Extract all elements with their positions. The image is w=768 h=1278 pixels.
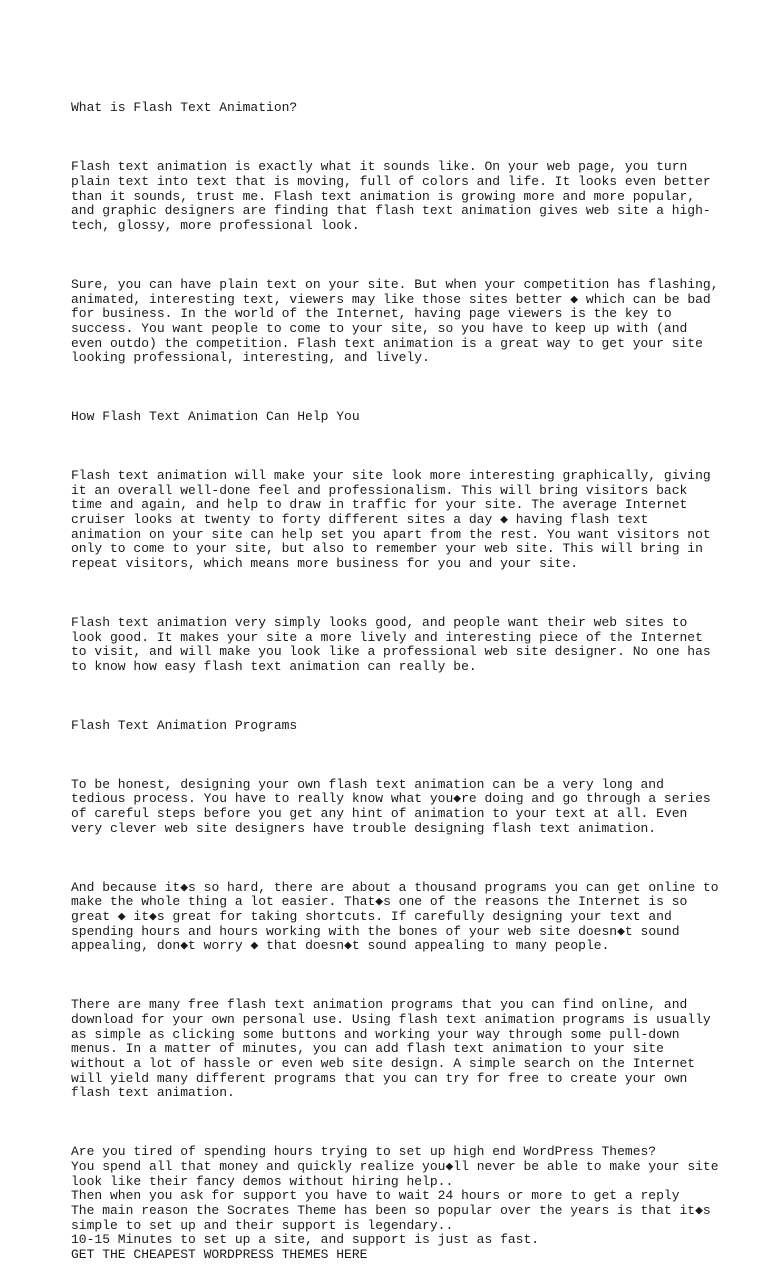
heading-how-it-can-help: How Flash Text Animation Can Help You bbox=[71, 409, 360, 425]
paragraph-free-programs: There are many free flash text animation programs that you can find online, and download for your own personal use. Using flash text animation programs is usually as simple as clicking some buttons and working your way through some pull-down menus. In a matter of minutes, you can add flash text animation to your site without a lot of hassle or even web site design. A simple search on the Internet will yield many different programs that you can try for free to create your own flash text animation. bbox=[71, 997, 711, 1101]
paragraph-site-look: Flash text animation will make your site look more interesting graphically, giving it an overall well-done feel and professionalism. This will bring visitors back time and again, and help to draw in traffic for your site. The average Internet cruiser looks at twenty to forty different sites a day ◆ having flash text animation on your site can help set you apart from the rest. You want visitors not only to come to your site, but also to remember your web site. This will bring in repeat visitors, which means more business for you and your site. bbox=[71, 467, 711, 572]
paragraph-wordpress-themes: Are you tired of spending hours trying to set up high end WordPress Themes? You spend all that money and quickly realize you◆ll never be able to make your site look like their fancy demos without hiring help.. Then when you ask for support you have to wait 24 hours or more to get a reply The main reason the Socrates Theme has been so popular over the years is that it◆s simple to set up and their support is legendary.. 10-15 Minutes to set up a site, and support is just as fast. GET THE CHEAPEST WORDPRESS THEMES HERE bbox=[71, 1144, 719, 1263]
heading-programs: Flash Text Animation Programs bbox=[71, 717, 298, 733]
paragraph-shortcuts: And because it◆s so hard, there are about a thousand programs you can get online to make the whole thing a lot easier. That◆s one of the reasons the Internet is so great ◆ it◆s great for taking shortcuts. If carefully designing your text and spending hours and hours working with the bones of your web site doesn◆t sound appealing, don◆t worry ◆ that doesn◆t sound appealing to many people. bbox=[71, 879, 719, 954]
heading-what-is-flash-text-animation: What is Flash Text Animation? bbox=[71, 100, 298, 116]
document-page bbox=[71, 72, 719, 1278]
paragraph-tedious-process: To be honest, designing your own flash text animation can be a very long and tedious process. You have to really know what you◆re doing and go through a series of careful steps before you get any hint of animation to your text at all. Even very clever web site designers have trouble designing flash text animation. bbox=[71, 776, 711, 836]
paragraph-competition: Sure, you can have plain text on your site. But when your competition has flashing, animated, interesting text, viewers may like those sites better ◆ which can be bad for business. In the world of the Internet, having page viewers is the key to success. You want people to come to your site, so you have to keep up with (and even outdo) the competition. Flash text animation is a great way to get your site looking professional, interesting, and lively. bbox=[71, 276, 719, 366]
paragraph-intro: Flash text animation is exactly what it sounds like. On your web page, you turn plain text into text that is moving, full of colors and life. It looks even better than it sounds, trust me. Flash text animation is growing more and more popular, and graphic designers are finding that flash text animation gives web site a high- tech, glossy, more professional look. bbox=[71, 159, 711, 234]
paragraph-looks-good: Flash text animation very simply looks good, and people want their web sites to look good. It makes your site a more lively and interesting piece of the Internet to visit, and will make you look like a professional web site designer. No one has to know how easy flash text animation can really be. bbox=[71, 614, 711, 675]
